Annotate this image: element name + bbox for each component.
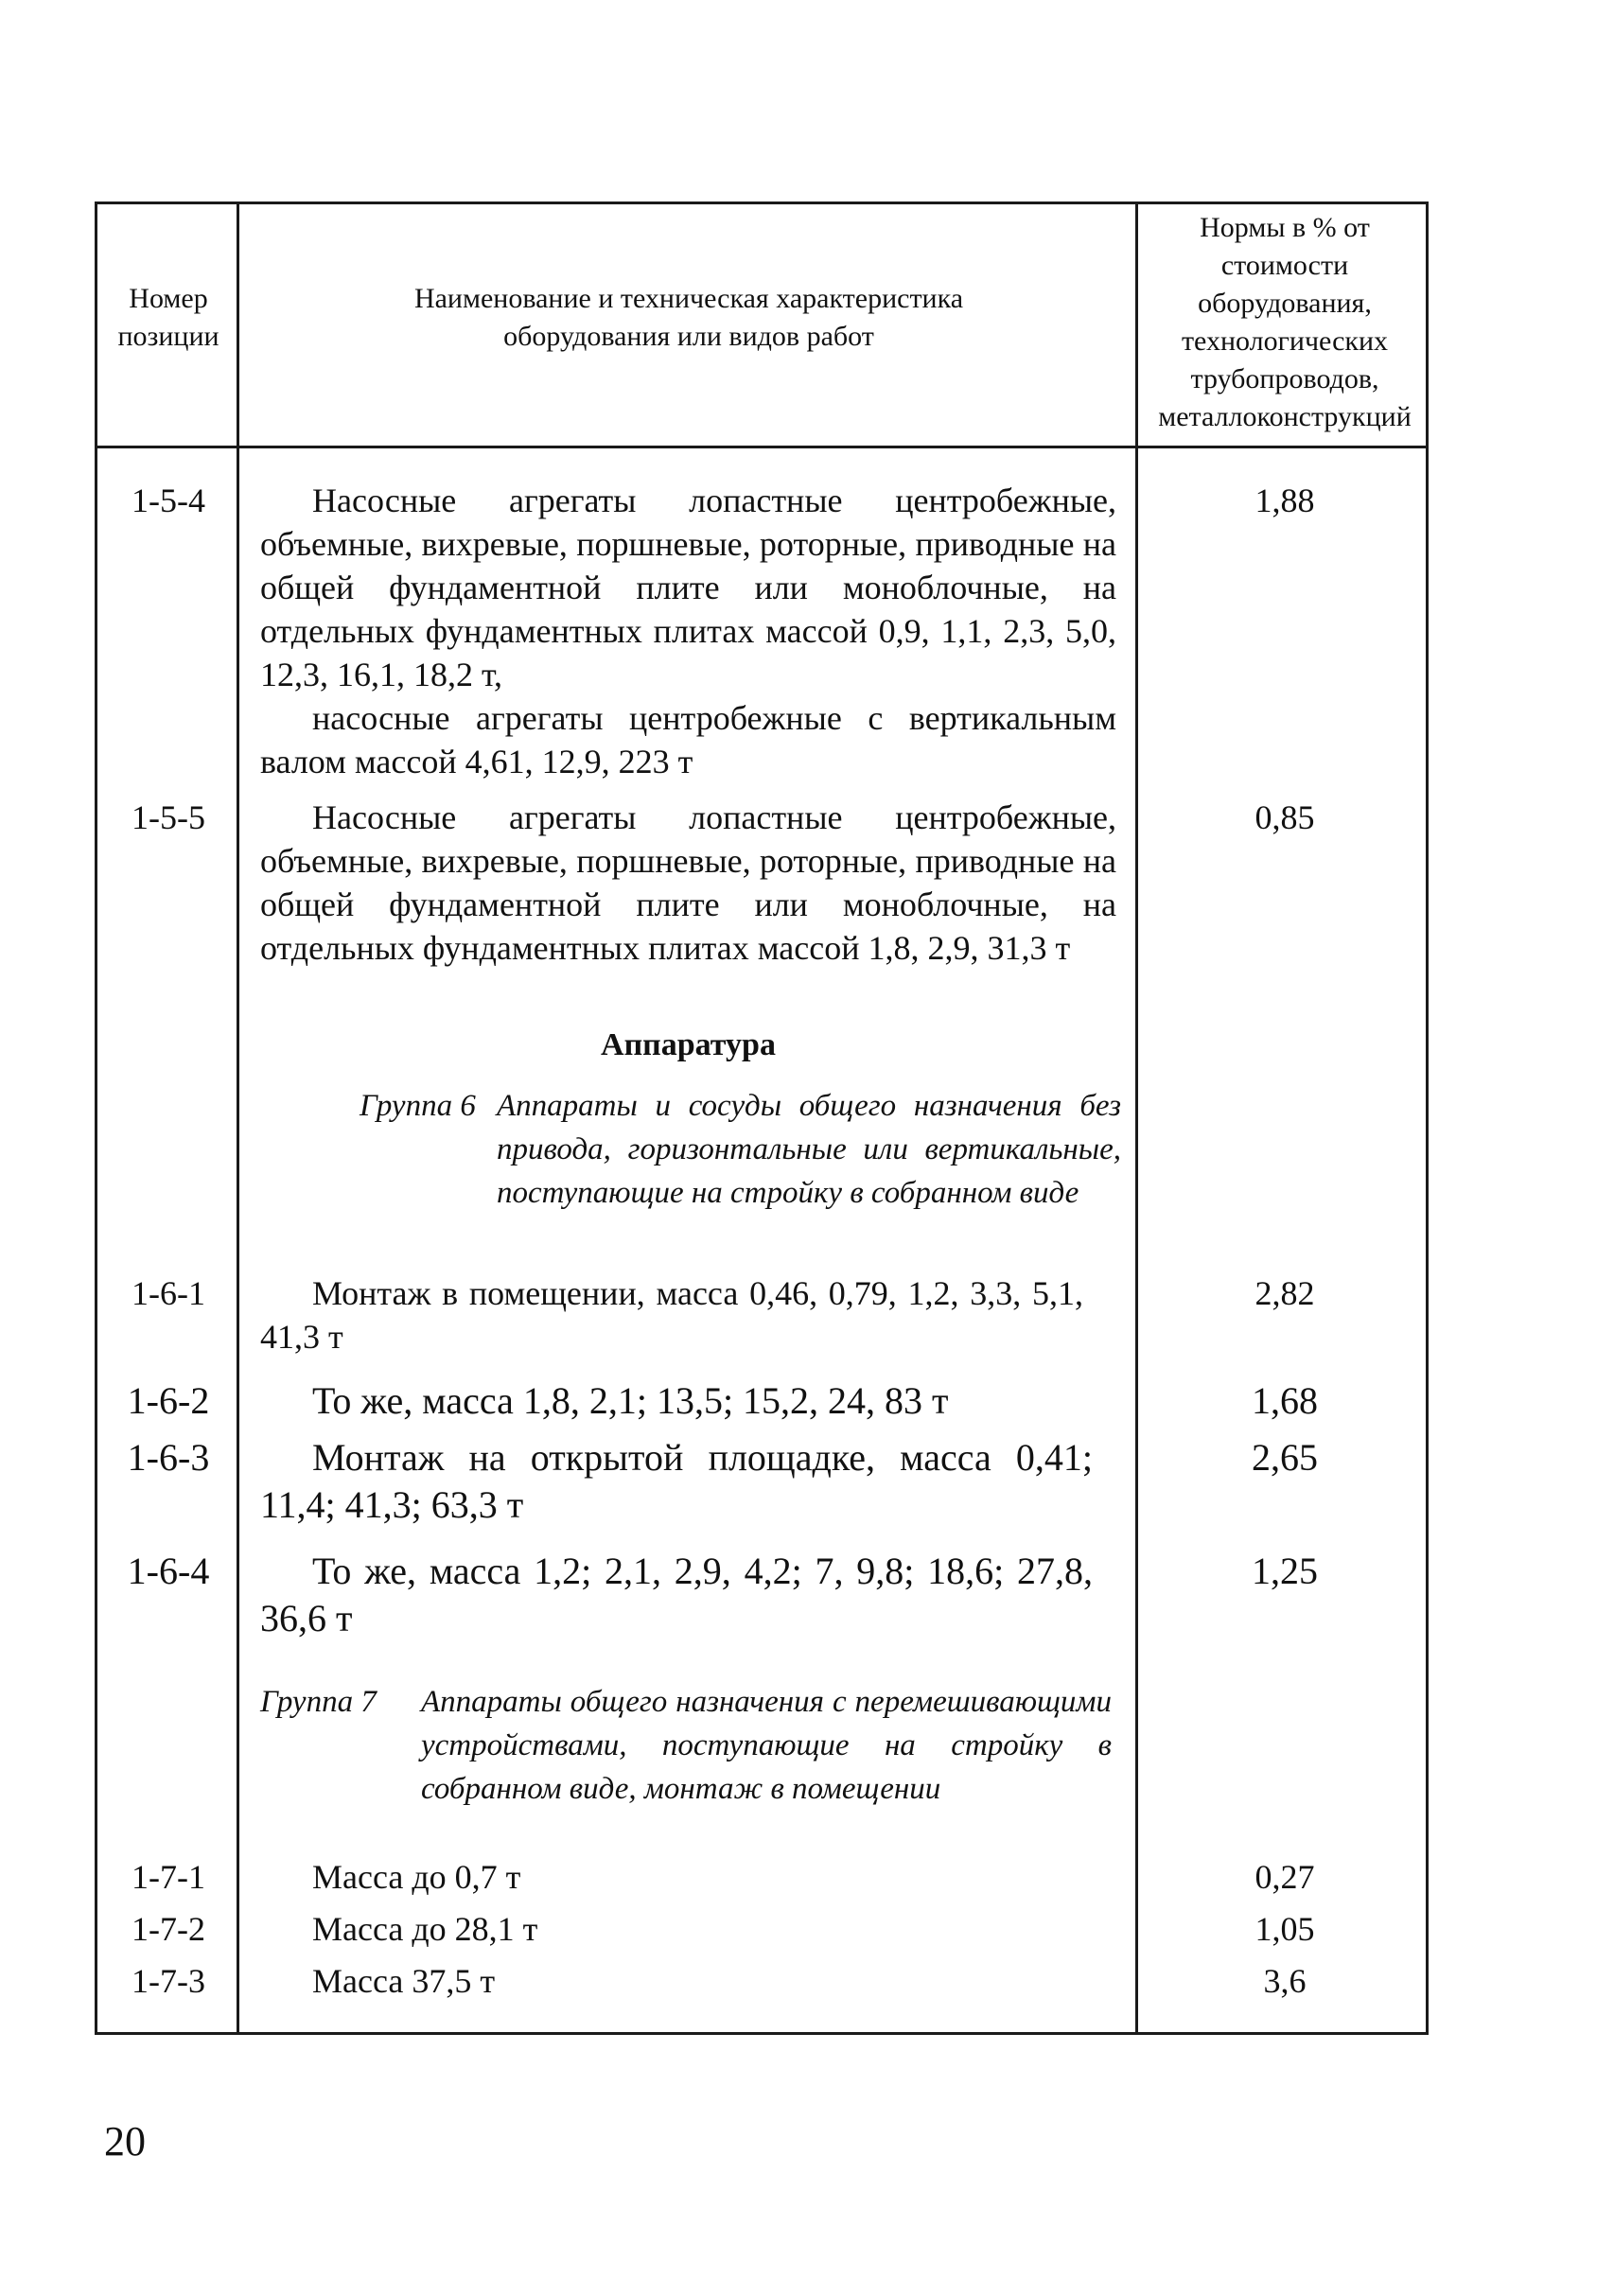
header-description: Наименование и техническая характеристика оборудования или видов работ [413,283,964,352]
row-num-1-5-5: 1-5-5 [132,798,205,836]
row-norm-1-6-4: 1,25 [1252,1550,1318,1592]
page-number: 20 [104,2118,146,2165]
group-7 [260,1680,1116,1860]
row-text-1-6-4: То же, масса 1,2; 2,1, 2,9, 4,2; 7, 9,8; 18,6; 27,8, 36,6 т [260,1550,1093,1639]
row-text-1-7-1: Масса до 0,7 т [312,1858,521,1896]
column-divider-1 [237,204,239,2032]
row-num-1-7-1: 1-7-1 [132,1858,205,1896]
group-6 [260,1084,1121,1264]
norms-table [95,202,1429,2035]
header-norms: Нормы в % от стоимости оборудования, технологических трубопроводов, металлоконструкций [1158,212,1412,432]
row-num-1-6-1: 1-6-1 [132,1274,205,1312]
row-num-1-6-3: 1-6-3 [127,1436,210,1479]
row-num-1-7-3: 1-7-3 [132,1962,205,2000]
column-divider-2 [1135,204,1138,2032]
row-num-1-6-2: 1-6-2 [127,1379,210,1422]
row-text2-1-5-4: насосные агрегаты центробежные с вертикальным валом массой 4,61, 12,9, 223 т [260,699,1116,780]
row-norm-1-6-2: 1,68 [1252,1379,1318,1422]
header-divider [97,446,1426,448]
row-text-1-7-2: Масса до 28,1 т [312,1910,538,1948]
row-text-1-7-3: Масса 37,5 т [312,1962,496,2000]
group-6-label: Группа 6 [360,1089,476,1123]
row-norm-1-5-5: 0,85 [1254,798,1315,836]
row-text-1-6-1: Монтаж в помещении, масса 0,46, 0,79, 1,2, 3,3, 5,1, 41,3 т [260,1274,1083,1356]
group-6-text: Аппараты и сосуды общего назначения без привода, горизонтальные или вертикальные, поступающие на стройку в собранном виде [497,1089,1121,1210]
row-norm-1-5-4: 1,88 [1254,482,1315,519]
row-num-1-6-4: 1-6-4 [127,1550,210,1592]
group-7-text: Аппараты общего назначения с перемешивающими устройствами, поступающие на стройку в собранном виде, монтаж в помещении [421,1685,1112,1806]
section-title: Аппаратура [601,1027,776,1062]
group-7-label: Группа 7 [260,1685,377,1719]
row-num-1-5-4: 1-5-4 [132,482,205,519]
row-text-1-5-5: Насосные агрегаты лопастные центробежные, объемные, вихревые, поршневые, роторные, приводные на общей фундаментной плите или моноблочные, на отдельных фундаментных плитах массой 1,8, 2,9, 31,3 т [260,798,1116,967]
row-norm-1-7-2: 1,05 [1254,1910,1315,1948]
row-norm-1-6-3: 2,65 [1252,1436,1318,1479]
row-num-1-7-2: 1-7-2 [132,1910,205,1948]
row-norm-1-7-1: 0,27 [1254,1858,1315,1896]
row-norm-1-7-3: 3,6 [1263,1962,1307,2000]
row-text-1-6-3: Монтаж на открытой площадке, масса 0,41; 11,4; 41,3; 63,3 т [260,1436,1093,1526]
row-text-1-6-2: То же, масса 1,8, 2,1; 13,5; 15,2, 24, 83 т [312,1379,949,1422]
row-norm-1-6-1: 2,82 [1254,1274,1315,1312]
row-text-1-5-4: Насосные агрегаты лопастные центробежные, объемные, вихревые, поршневые, роторные, приводные на общей фундаментной плите или моноблочные, на отдельных фундаментных плитах массой 0,9, 1,1, 2,3, 5,0, 12,3, 16,1, 18,2 т, [260,482,1116,693]
header-position-number: Номер позиции [117,283,219,352]
